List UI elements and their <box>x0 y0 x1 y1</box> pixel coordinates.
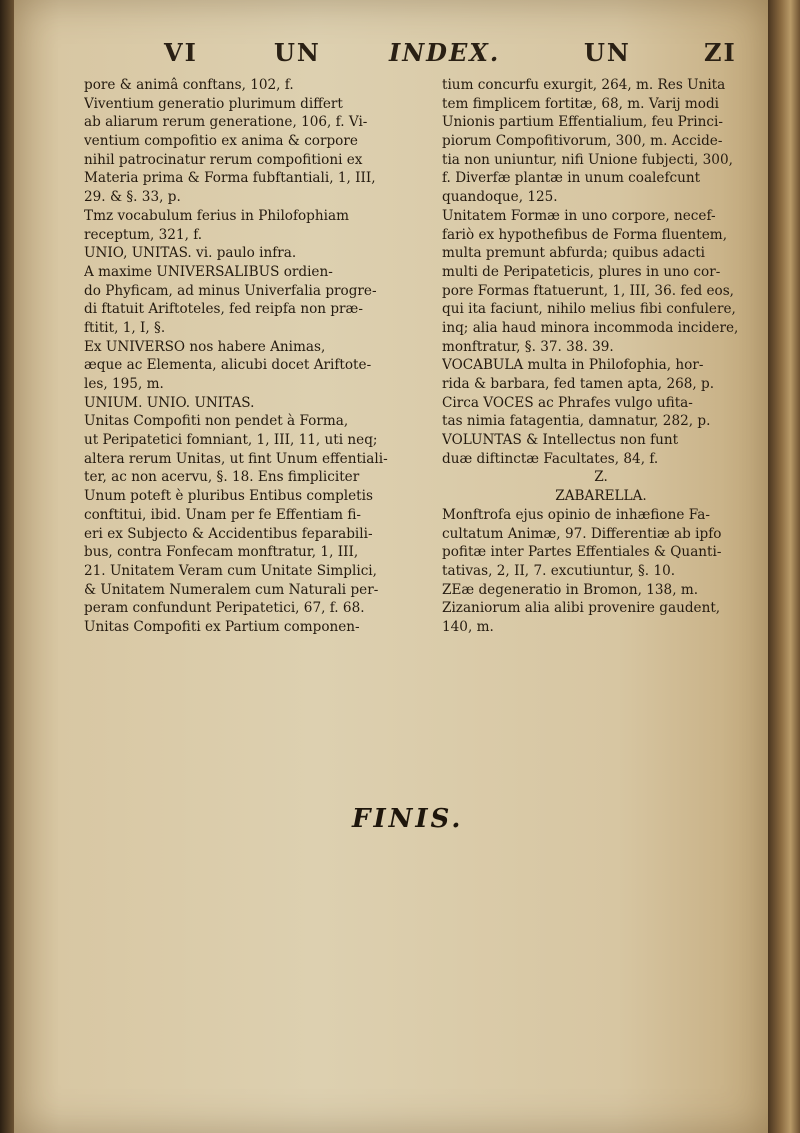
text-line: tas nimia fatagentia, damnatur, 282, p. <box>442 413 711 430</box>
text-line: & Unitatem Numeralem cum Naturali per- <box>84 581 379 598</box>
text-line: Ex UNIVERSO nos habere Animas, <box>84 338 326 355</box>
text-line: pore & animâ conftans, 102, f. <box>84 77 294 93</box>
header-left-numeral: VI <box>164 38 198 67</box>
text-line: qui ita faciunt, nihilo melius fibi confulere, <box>442 301 736 318</box>
book-gutter-shadow <box>0 0 14 1133</box>
text-line: Unionis partium Effentialium, feu Princi- <box>442 114 723 131</box>
text-line: Tmz vocabulum ferius in Philofophiam <box>84 207 349 224</box>
text-line: Unitas Compofiti ex Partium componen- <box>84 618 360 635</box>
text-line: Unitas Compofiti non pendet à Forma, <box>84 413 349 430</box>
finis-heading: FINIS. <box>352 804 464 834</box>
right-column <box>442 76 760 637</box>
text-line: quandoque, 125. <box>442 189 558 206</box>
text-line: tem fimplicem fortitæ, 68, m. Varij modi <box>442 95 719 112</box>
text-line: UNIUM. UNIO. UNITAS. <box>84 394 255 411</box>
header-title: INDEX. <box>389 38 501 67</box>
text-line: Z. <box>594 469 608 486</box>
text-line: multa premunt abfurda; quibus adacti <box>442 245 706 262</box>
text-line: eri ex Subjecto & Accidentibus feparabili- <box>84 525 373 542</box>
text-line: æque ac Elementa, alicubi docet Ariftote- <box>84 357 372 374</box>
text-line: VOCABULA multa in Philofophia, hor- <box>442 357 704 374</box>
text-line: VOLUNTAS & Intellectus non funt <box>442 432 679 449</box>
text-line: ut Peripatetici fomniant, 1, III, 11, uti neq; <box>84 432 378 449</box>
text-line: monftratur, §. 37. 38. 39. <box>442 338 614 355</box>
text-line: Materia prima & Forma fubftantiali, 1, III, <box>84 170 376 187</box>
text-line: Zizaniorum alia alibi provenire gaudent, <box>442 600 721 617</box>
text-line: ventium compofitio ex anima & corpore <box>84 133 358 150</box>
text-line: altera rerum Unitas, ut fint Unum effentiali- <box>84 450 388 467</box>
text-line: Unitatem Formæ in uno corpore, necef- <box>442 207 716 224</box>
text-line: pofitæ inter Partes Effentiales & Quanti- <box>442 544 722 561</box>
text-line: pore Formas ftatuerunt, 1, III, 36. fed eos, <box>442 282 734 299</box>
text-line: receptum, 321, f. <box>84 226 203 243</box>
text-line: A maxime UNIVERSALIBUS ordien- <box>84 263 333 280</box>
text-line: Monftrofa ejus opinio de inhæfione Fa- <box>442 506 710 523</box>
text-line: Viventium generatio plurimum differt <box>84 95 343 112</box>
book-edge <box>768 0 800 1133</box>
header-left-abbr: UN <box>274 38 321 67</box>
left-column <box>84 76 430 637</box>
text-line: ab aliarum rerum generatione, 106, f. Vi- <box>84 114 368 131</box>
text-line: Circa VOCES ac Phrafes vulgo ufita- <box>442 394 693 411</box>
text-line: rida & barbara, fed tamen apta, 268, p. <box>442 376 715 392</box>
header-right-abbr: UN <box>584 38 631 67</box>
text-line: UNIO, UNITAS. vi. paulo infra. <box>84 245 297 262</box>
text-line: piorum Compofitivorum, 300, m. Accide- <box>442 133 723 150</box>
text-line: do Phyficam, ad minus Univerfalia progre- <box>84 282 377 299</box>
text-line: 140, m. <box>442 618 494 635</box>
text-line: les, 195, m. <box>84 376 164 392</box>
text-line: tium concurfu exurgit, 264, m. Res Unita <box>442 77 726 93</box>
text-line: f. Diverfæ plantæ in unum coalefcunt <box>442 170 701 187</box>
text-line: nihil patrocinatur rerum compofitioni ex <box>84 151 363 168</box>
text-line: tia non uniuntur, nifi Unione fubjecti, 300, <box>442 151 733 168</box>
text-line: fariò ex hypothefibus de Forma fluentem, <box>442 226 728 243</box>
text-line: inq; alia haud minora incommoda incidere, <box>442 319 739 336</box>
text-line: multi de Peripateticis, plures in uno cor- <box>442 263 721 280</box>
text-line: bus, contra Fonfecam monftratur, 1, III, <box>84 544 359 561</box>
text-line: duæ diftinctæ Facultates, 84, f. <box>442 450 659 467</box>
text-line: di ftatuit Ariftoteles, fed reipfa non præ- <box>84 301 363 318</box>
text-line: ter, ac non acervu, §. 18. Ens fimpliciter <box>84 469 360 486</box>
text-line: conftitui, ibid. Unam per fe Effentiam fi- <box>84 506 361 523</box>
text-line: Unum poteft è pluribus Entibus completis <box>84 488 373 505</box>
text-line: 21. Unitatem Veram cum Unitate Simplici, <box>84 562 377 579</box>
text-line: ZABARELLA. <box>555 488 647 505</box>
text-line: ftitit, 1, I, §. <box>84 319 166 336</box>
running-header <box>164 38 754 72</box>
header-right-numeral: ZI <box>704 38 737 67</box>
text-line: peram confundunt Peripatetici, 67, f. 68. <box>84 600 365 617</box>
text-line: tativas, 2, II, 7. excutiuntur, §. 10. <box>442 562 676 579</box>
text-line: cultatum Animæ, 97. Differentiæ ab ipfo <box>442 525 722 542</box>
text-line: ZEæ degeneratio in Bromon, 138, m. <box>442 581 699 598</box>
text-line: 29. & §. 33, p. <box>84 189 181 206</box>
